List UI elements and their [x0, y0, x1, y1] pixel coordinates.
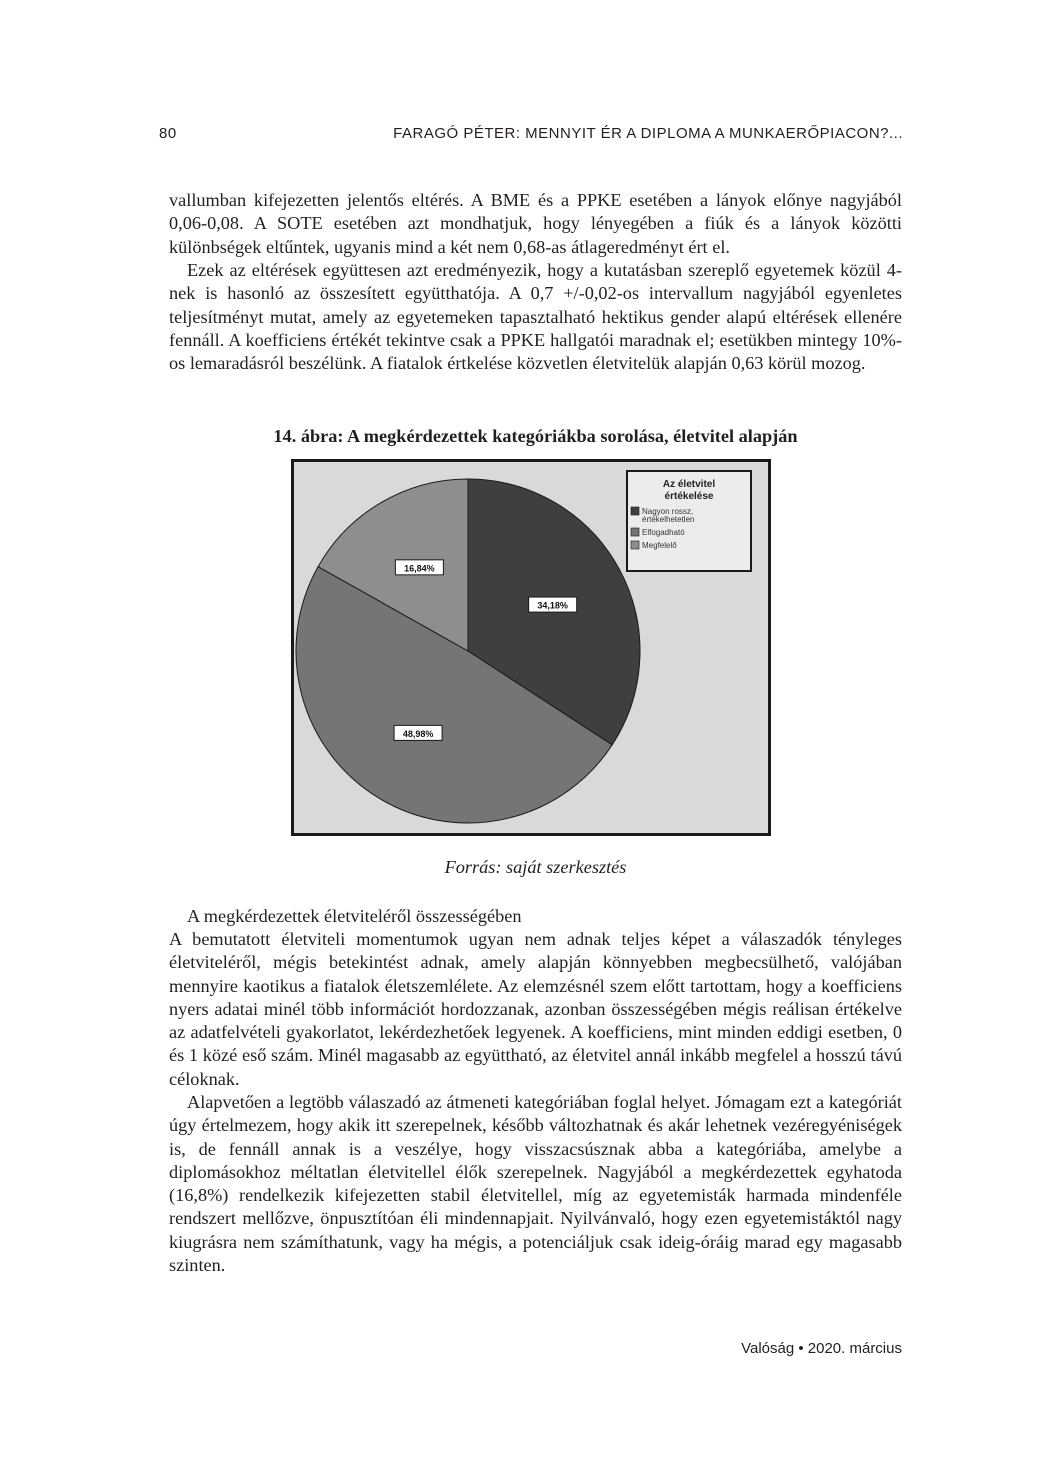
slice-label-text: 16,84%	[404, 563, 435, 574]
legend-label-1-line-1: Nagyon rossz,	[642, 507, 694, 516]
subheading: A megkérdezettek életviteléről összességében	[187, 906, 522, 926]
legend-swatch-3	[631, 541, 639, 549]
paragraph-continued: vallumban kifejezetten jelentős eltérés. A BME és a PPKE esetében a lányok előnye nagyjából 0,06-0,08. A SOTE esetében azt mondhatjuk, hogy lényegében a fiúk és a lányok közötti különbségek eltűntek, ugyanis mind a két nem 0,68-as átlageredményt ért el.	[169, 190, 902, 257]
paragraph-alapvetoen: Alapvetően a legtöbb válaszadó az átmeneti kategóriában foglal helyet. Jómagam ezt a kategóriát úgy értelmezem, hogy akik itt szerepelnek, később változhatnak és akár lehetnek vezéregyéniségek is, de fennáll annak is a veszélye, hogy visszacsúsznak abba a kategóriába, amelybe a diplomásokhoz méltatlan életvitellel élők szerepelnek. Nagyjából a megkérdezettek egyhatoda (16,8%) rendelkezik kifejezetten stabil életvitellel, míg az egyetemisták harmada mindenféle rendszert mellőzve, önpusztítóan éli mindennapjait. Nyilvánvaló, hogy ezen egyetemistáktól nagy kiugrásra nem számíthatunk, vagy ha mégis, a potenciáljuk csak ideig-óráig marad egy magasabb szinten.	[169, 1092, 902, 1276]
pie-chart-figure	[291, 459, 771, 836]
slice-label-3	[395, 560, 443, 575]
legend-title-line-1: Az életvitel	[662, 479, 716, 490]
legend-label-2-line-1: Elfogadható	[642, 528, 685, 537]
legend	[627, 471, 751, 571]
figure-title: 14. ábra: A megkérdezettek kategóriákba sorolása, életvitel alapján	[273, 426, 798, 446]
legend-swatch-2	[631, 528, 639, 536]
footer: Valóság • 2020. március	[741, 1340, 902, 1357]
slice-label-text: 34,18%	[537, 600, 568, 611]
legend-label-3-line-1: Megfelelő	[642, 541, 677, 550]
slice-label-2	[394, 725, 442, 740]
legend-title-line-2: értékelése	[664, 491, 714, 502]
paragraph-eredmeny: Ezek az eltérések együttesen azt eredményezik, hogy a kutatásban szereplő egyetemek közül 4-nek is hasonló az összesített együtthatója. A 0,7 +/-0,02-os intervallum nagyjából egyenletes teljesítményt mutat, amely az egyetemeken tapasztalható hektikus gender alapú eltérések ellenére fennáll. A koefficiens értékét tekintve csak a PPKE hallgatói maradnak el; esetükben mintegy 10%-os lemaradásról beszélünk. A fiatalok értkelése közvetlen életvitelük alapján 0,63 körül mozog.	[169, 260, 902, 374]
paragraph-eletviteli: A bemutatott életviteli momentumok ugyan nem adnak teljes képet a válaszadók tényleges életviteléről, mégis betekintést adnak, amely alapján könnyebben megbecsülhető, valójában mennyire kaotikus a fiatalok életszemlélete. Az elemzésnél szem előtt tartottam, hogy a koefficiens nyers adatai minél több információt hordozzanak, azonban összességében mégis reálisan értékelve az adatfelvételi gyakorlatot, lekérdezhetőek legyenek. A koefficiens, mint minden eddigi esetben, 0 és 1 közé eső szám. Minél magasabb az együttható, az életvitel annál inkább megfelel a hosszú távú céloknak.	[169, 929, 902, 1089]
page-number: 80	[159, 125, 177, 142]
slice-label-text: 48,98%	[402, 728, 434, 739]
running-title: FARAGÓ PÉTER: MENNYIT ÉR A DIPLOMA A MUNKAERŐPIACON?...	[393, 125, 903, 142]
slice-label-1	[529, 597, 577, 612]
legend-label-1-line-2: értékelhetetlen	[642, 515, 695, 524]
pie-chart	[291, 459, 771, 836]
figure-source: Forrás: saját szerkesztés	[444, 857, 627, 877]
legend-swatch-1	[631, 507, 639, 515]
